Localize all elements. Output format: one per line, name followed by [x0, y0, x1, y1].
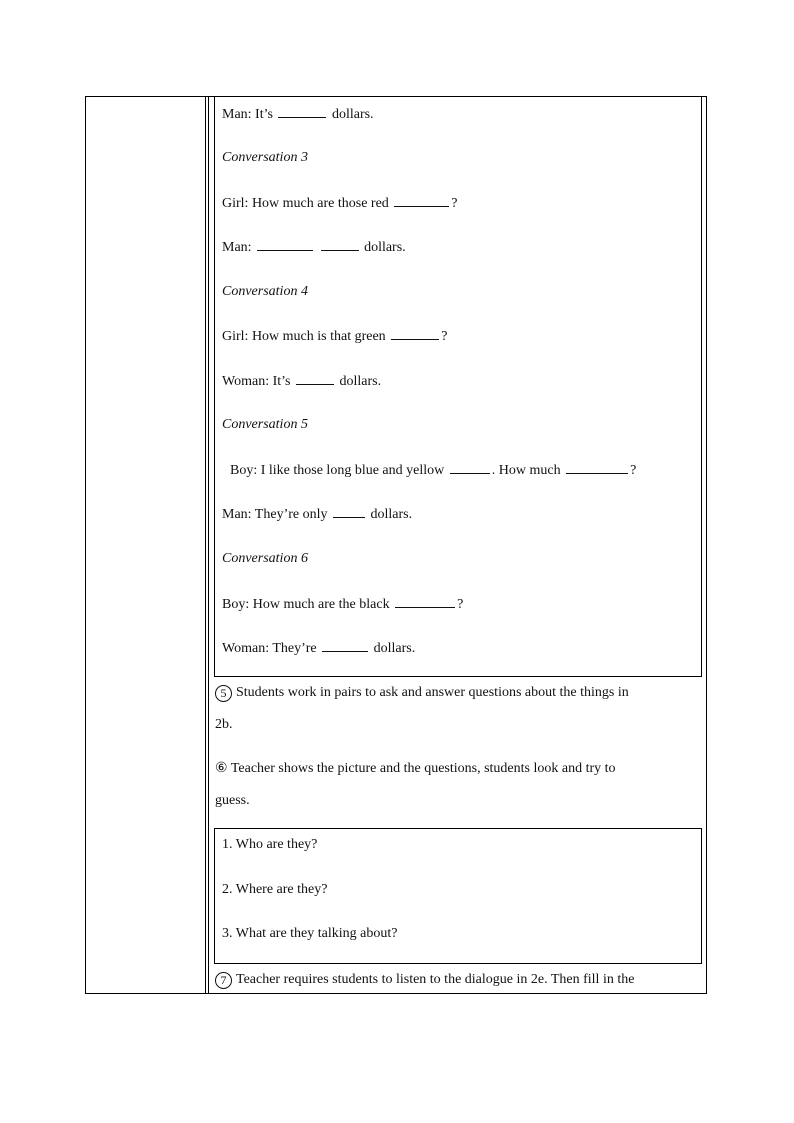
- fill-blank[interactable]: [333, 505, 365, 518]
- fill-blank[interactable]: [278, 105, 326, 118]
- question-2: 2. Where are they?: [222, 882, 328, 897]
- fill-blank[interactable]: [257, 238, 313, 251]
- fill-blank[interactable]: [395, 595, 455, 608]
- conversation-6-title: Conversation 6: [222, 551, 308, 566]
- conversation-6-boy-line: Boy: How much are the black ?: [222, 597, 464, 612]
- step-5-marker: 5: [215, 685, 232, 702]
- conversation-4-title: Conversation 4: [222, 284, 308, 299]
- fill-blank[interactable]: [450, 461, 490, 474]
- fill-blank[interactable]: [566, 461, 628, 474]
- fill-blank[interactable]: [322, 639, 368, 652]
- step-7-line1: 7 Teacher requires students to listen to the dialogue in 2e. Then fill in the: [215, 971, 634, 989]
- fill-blank[interactable]: [321, 238, 359, 251]
- step-5-line1: 5 Students work in pairs to ask and answer questions about the things in: [215, 684, 629, 702]
- step-6-line2: guess.: [215, 793, 250, 808]
- conversation-4-woman-line: Woman: It’s dollars.: [222, 374, 382, 389]
- conversation-3-man-line: Man: dollars.: [222, 240, 406, 255]
- step-6-marker: ⑥: [215, 761, 228, 776]
- step-5-line2: 2b.: [215, 717, 233, 732]
- fill-blank[interactable]: [394, 194, 449, 207]
- step-7-marker: 7: [215, 972, 232, 989]
- question-3: 3. What are they talking about?: [222, 926, 398, 941]
- table-column-divider-inner: [208, 96, 209, 994]
- question-1: 1. Who are they?: [222, 837, 318, 852]
- conversation-3-girl-line: Girl: How much are those red ?: [222, 196, 458, 211]
- conversation-5-man-line: Man: They’re only dollars.: [222, 507, 413, 522]
- step-6-line1: ⑥ Teacher shows the picture and the questions, students look and try to: [215, 761, 616, 776]
- conversation-5-boy-line: Boy: I like those long blue and yellow . How much ?: [230, 463, 637, 478]
- fill-blank[interactable]: [296, 372, 334, 385]
- conversation-2-man-line: Man: It’s dollars.: [222, 107, 374, 122]
- conversation-5-title: Conversation 5: [222, 417, 308, 432]
- conversation-4-girl-line: Girl: How much is that green ?: [222, 329, 448, 344]
- conversation-6-woman-line: Woman: They’re dollars.: [222, 641, 416, 656]
- conversation-3-title: Conversation 3: [222, 150, 308, 165]
- table-column-divider: [205, 96, 206, 994]
- fill-blank[interactable]: [391, 327, 439, 340]
